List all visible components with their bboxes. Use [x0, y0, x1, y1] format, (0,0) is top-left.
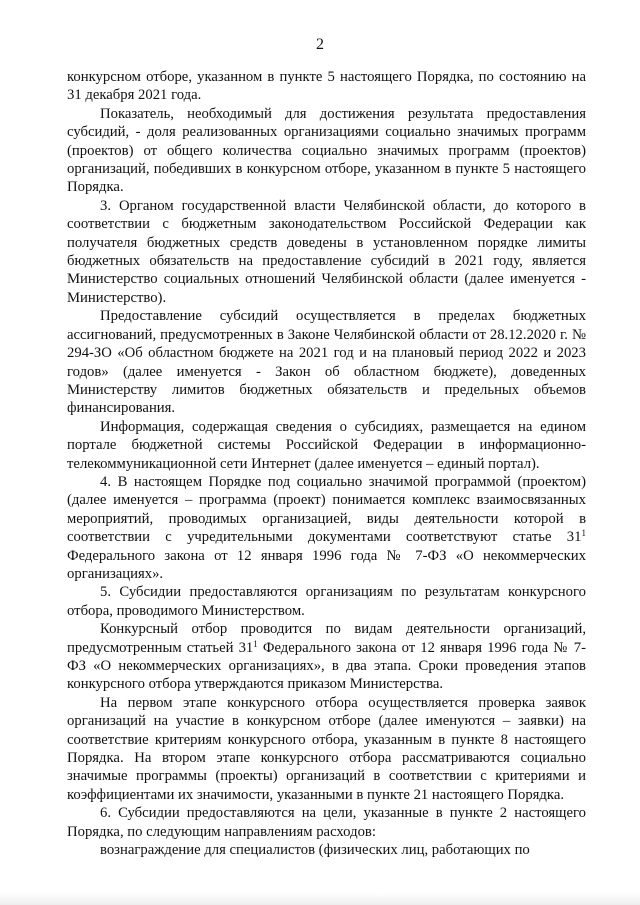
paragraph-8: Конкурсный отбор проводится по видам деятельности организаций, предусмотренным статьей $31^1$ Федерального закона от 12 января 1996 года № 7-ФЗ «О некоммерческих организациях», в два этапа. Сроки проведения этапов конкурсного отбора утверждаются приказом Министерства. [67, 621, 586, 693]
paragraph-9: На первом этапе конкурсного отбора осуществляется проверка заявок организаций на участие в конкурсном отборе (далее именуются – заявки) на соответствие критериям конкурсного отбора, указанным в пункте 8 настоящего Порядка. На втором этапе конкурсного отбора рассматриваются социально значимые программы (проекты) организаций в соответствии с критериями и коэффициентами их значимости, указанными в пункте 21 настоящего Порядка. [67, 694, 586, 803]
document-body [67, 68, 586, 859]
paragraph-3: 3. Органом государственной власти Челябинской области, до которого в соответствии с бюджетным законодательством Российской Федерации как получателя бюджетных средств доведены в установленном порядке лимиты бюджетных обязательств на предоставление субсидий в 2021 году, является Министерство социальных отношений Челябинской области (далее именуется - Министерство). [67, 197, 586, 306]
superscript: 1 [581, 528, 586, 539]
paragraph-11: вознаграждение для специалистов (физических лиц, работающих по [100, 842, 530, 859]
superscript: 1 [253, 638, 258, 649]
paragraph-2: Показатель, необходимый для достижения результата предоставления субсидий, - доля реализованных организациями социально значимых программ (проектов) от общего количества социально значимых программ (проектов) организаций, победивших в конкурсном отборе, указанном в пункте 5 настоящего Порядка. [67, 105, 586, 196]
paragraph-6: 4. В настоящем Порядке под социально значимой программой (проектом) (далее именуется – программа (проект) понимается комплекс взаимосвязанных мероприятий, проводимых организацией, виды деятельности которой в соответствии с учредительными документами соответствуют статье $31^1$ Федерального закона от 12 января 1996 года № 7-ФЗ «О некоммерческих организациях». [67, 473, 586, 582]
paragraph-10: 6. Субсидии предоставляются на цели, указанные в пункте 2 настоящего Порядка, по следующим направлениям расходов: [67, 805, 586, 840]
page-number: 2 [316, 36, 324, 53]
scan-bottom-edge [0, 893, 640, 905]
paragraph-7: 5. Субсидии предоставляются организациям по результатам конкурсного отбора, проводимого Министерством. [67, 584, 586, 619]
paragraph-5: Информация, содержащая сведения о субсидиях, размещается на едином портале бюджетной системы Российской Федерации в информационно-телекоммуникационной сети Интернет (далее именуется – единый портал). [67, 418, 586, 472]
paragraph-4: Предоставление субсидий осуществляется в пределах бюджетных ассигнований, предусмотренных в Законе Челябинской области от 28.12.2020 г. № 294-ЗО «Об областном бюджете на 2021 год и на плановый период 2022 и 2023 годов» (далее именуется - Закон об областном бюджете), доведенных Министерству лимитов бюджетных обязательств и предельных объемов финансирования. [67, 308, 586, 417]
paragraph-1: конкурсном отборе, указанном в пункте 5 настоящего Порядка, по состоянию на 31 декабря 2021 года. [67, 69, 586, 104]
